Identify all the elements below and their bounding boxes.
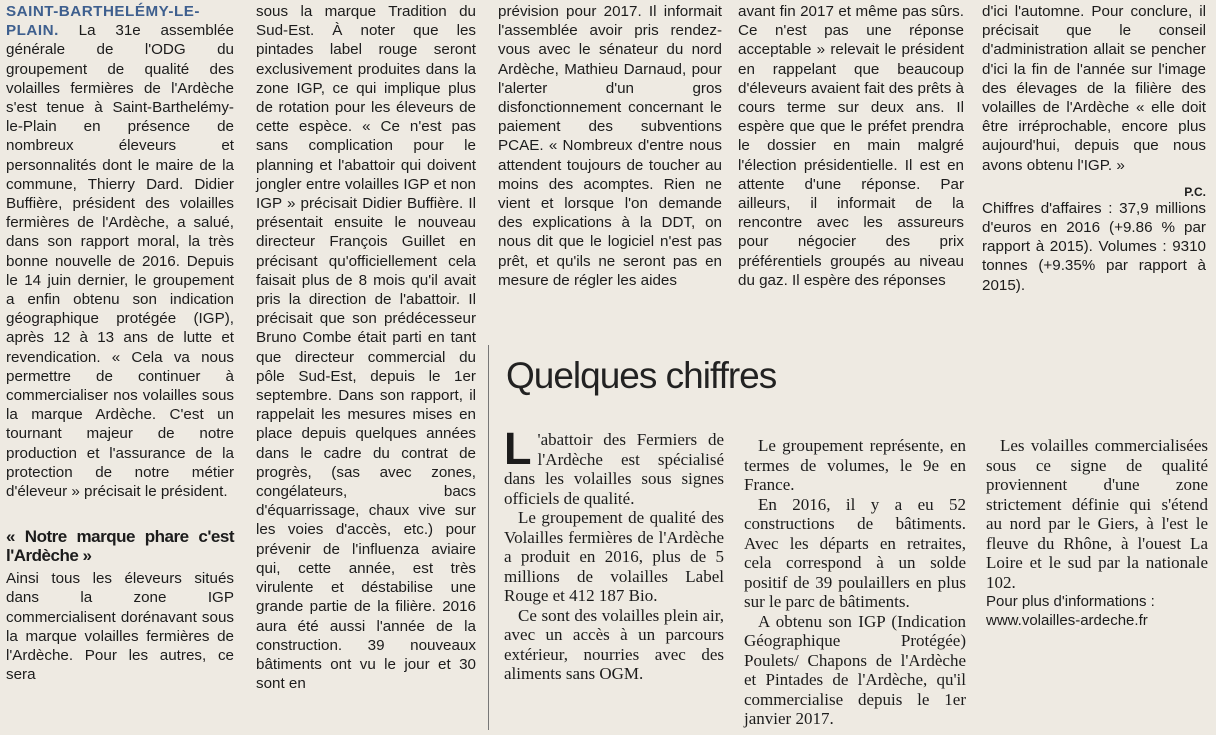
key-figures: Chiffres d'affaires : 37,9 millions d'euros en 2016 (+9.86 % par rapport à 2015). Volumes : 9310 tonnes (+9.35% par rapport à 2015). (982, 199, 1206, 294)
article-paragraph (6, 2, 234, 501)
article-column-5 (982, 2, 1206, 295)
article-column-4 (738, 2, 964, 290)
sidebar-paragraph: A obtenu son IGP (Indication Géographique Protégée) Poulets/ Chapons de l'Ardèche et Pintades de l'Ardèche, qu'il commercialise depuis le 1er janvier 2017. (744, 611, 966, 728)
author-signature: P.C. (1184, 184, 1206, 199)
dateline: SAINT-BARTHELÉMY-LE-PLAIN. (6, 3, 200, 40)
sidebar-column-2 (744, 436, 966, 729)
sidebar-column-1 (504, 423, 724, 684)
sidebar-paragraph: Le groupement représente, en termes de volumes, le 9e en France. (744, 436, 966, 494)
article-paragraph: prévision pour 2017. Il informait l'assemblée avoir pris rendez-vous avec le sénateur du nord Ardèche, Mathieu Darnaud, pour l'alerter d'un gros disfonctionnement concernant le paiement des subventions PCAE. « Nombreux d'entre nous attendent toujours de toucher au moins des acomptes. Rien ne vient et lorsque l'on demande des explications à la DDT, on nous dit que le logiciel n'est pas prêt, et qu'ils ne seront pas en mesure de régler les aides (498, 3, 722, 289)
sidebar-text: 'abattoir des Fermiers de l'Ardèche est spécialisé dans les volailles sous signes officiels de qualité. (504, 430, 724, 508)
more-info-link[interactable]: Pour plus d'informations : www.volailles-ardeche.fr (986, 593, 1155, 629)
sidebar-paragraph (504, 423, 724, 508)
sidebar-paragraph: Le groupement de qualité des Volailles fermières de l'Ardèche a produit en 2016, plus de 5 millions de volailles Label Rouge et 412 187 Bio. (504, 508, 724, 605)
sidebar-title: Quelques chiffres (506, 355, 777, 396)
column-divider (488, 345, 489, 730)
sidebar-column-3 (986, 436, 1208, 630)
subheading: « Notre marque phare c'est l'Ardèche » (6, 527, 234, 566)
article-paragraph: sous la marque Tradition du Sud-Est. À noter que les pintades label rouge seront exclusivement produites dans la zone IGP, ce qui implique plus de rotation pour les éleveurs de cette espèce. « Ce n'est pas sans complication pour le planning et l'abattoir qui doivent jongler entre volailles IGP et non IGP » précisait Didier Buffière. Il présentait ensuite le nouveau directeur François Guillet en précisant qu'officiellement cela faisait plus de 8 mois qu'il avait pris la direction de l'abattoir. Il précisait que son prédécesseur Bruno Combe était parti en tant que directeur commercial du pôle Sud-Est, depuis le 1er septembre. Dans son rapport, il rappelait les mesures mises en place depuis quelques années dans le cadre du contrat de progrès, (sas avec zones, congélateurs, bacs d'équarrissage, chaux vive sur les voies d'accès, etc.) pour prévenir de l'influenza aviaire qui, cette année, est très virulente et déstabilise une grande partie de la filière. 2016 aura été aussi l'année de la construction. 39 nouveaux bâtiments ont vu le jour et 30 sont en (256, 3, 476, 693)
drop-cap: L (504, 423, 532, 474)
article-text: La 31e assemblée générale de l'ODG du groupement de qualité des volailles fermières de l'Ardèche s'est tenue à Saint-Barthelémy-le-Plain en présence de nombreux éleveurs et personnalités dont le maire de la commune, Thierry Dard. Didier Buffière, président des volailles fermières de l'Ardèche, a salué, dans son rapport moral, la très bonne nouvelle de 2016. Depuis le 14 juin dernier, le groupement a enfin obtenu son indication géographique protégée (IGP), après 12 à 13 ans de lutte et revendication. « Cela va nous permettre de continuer à commercialiser nos volailles sous la marque Ardèche. C'est un tournant majeur de notre production et l'assurance de la protection de notre métier d'éleveur » précisait le président. (6, 22, 234, 501)
article-paragraph: Ainsi tous les éleveurs situés dans la zone IGP commercialisent dorénavant sous la marque volailles fermières de l'Ardèche. Pour les autres, ce sera (6, 570, 234, 684)
article-paragraph: d'ici l'automne. Pour conclure, il précisait que le conseil d'administration allait se pencher d'ici la fin de l'année sur l'image des élevages de la filière des volailles de l'Ardèche « elle doit être irréprochable, encore plus aujourd'hui, depuis que nous avons obtenu l'IGP. » (982, 3, 1206, 174)
article-column-3 (498, 2, 722, 290)
sidebar-paragraph: Ce sont des volailles plein air, avec un accès à un parcours extérieur, nourries avec des aliments sans OGM. (504, 605, 724, 683)
article-paragraph: avant fin 2017 et même pas sûrs. Ce n'est pas une réponse acceptable » relevait le président en rappelant que beaucoup d'éleveurs avaient fait des prêts à cours terme sur deux ans. Il espère que que le préfet prendra le dossier en main malgré l'élection présidentielle. Il est en attente d'une réponse. Par ailleurs, il informait de la rencontre avec les assureurs pour négocier des prix préférentiels groupés au niveau du gaz. Il espère des réponses (738, 3, 964, 289)
sidebar-paragraph: En 2016, il y a eu 52 constructions de bâtiments. Avec les départs en retraites, cela correspond à un solde positif de 39 poulaillers en plus sur le parc de bâtiments. (744, 494, 966, 611)
article-column-2 (256, 2, 476, 693)
article-column-1 (6, 2, 234, 685)
sidebar-paragraph: Les volailles commercialisées sous ce signe de qualité proviennent d'une zone strictement définie qui s'étend au nord par le Giers, à l'est le fleuve du Rhône, à l'ouest La Loire et le sud par la nationale 102. (986, 436, 1208, 592)
